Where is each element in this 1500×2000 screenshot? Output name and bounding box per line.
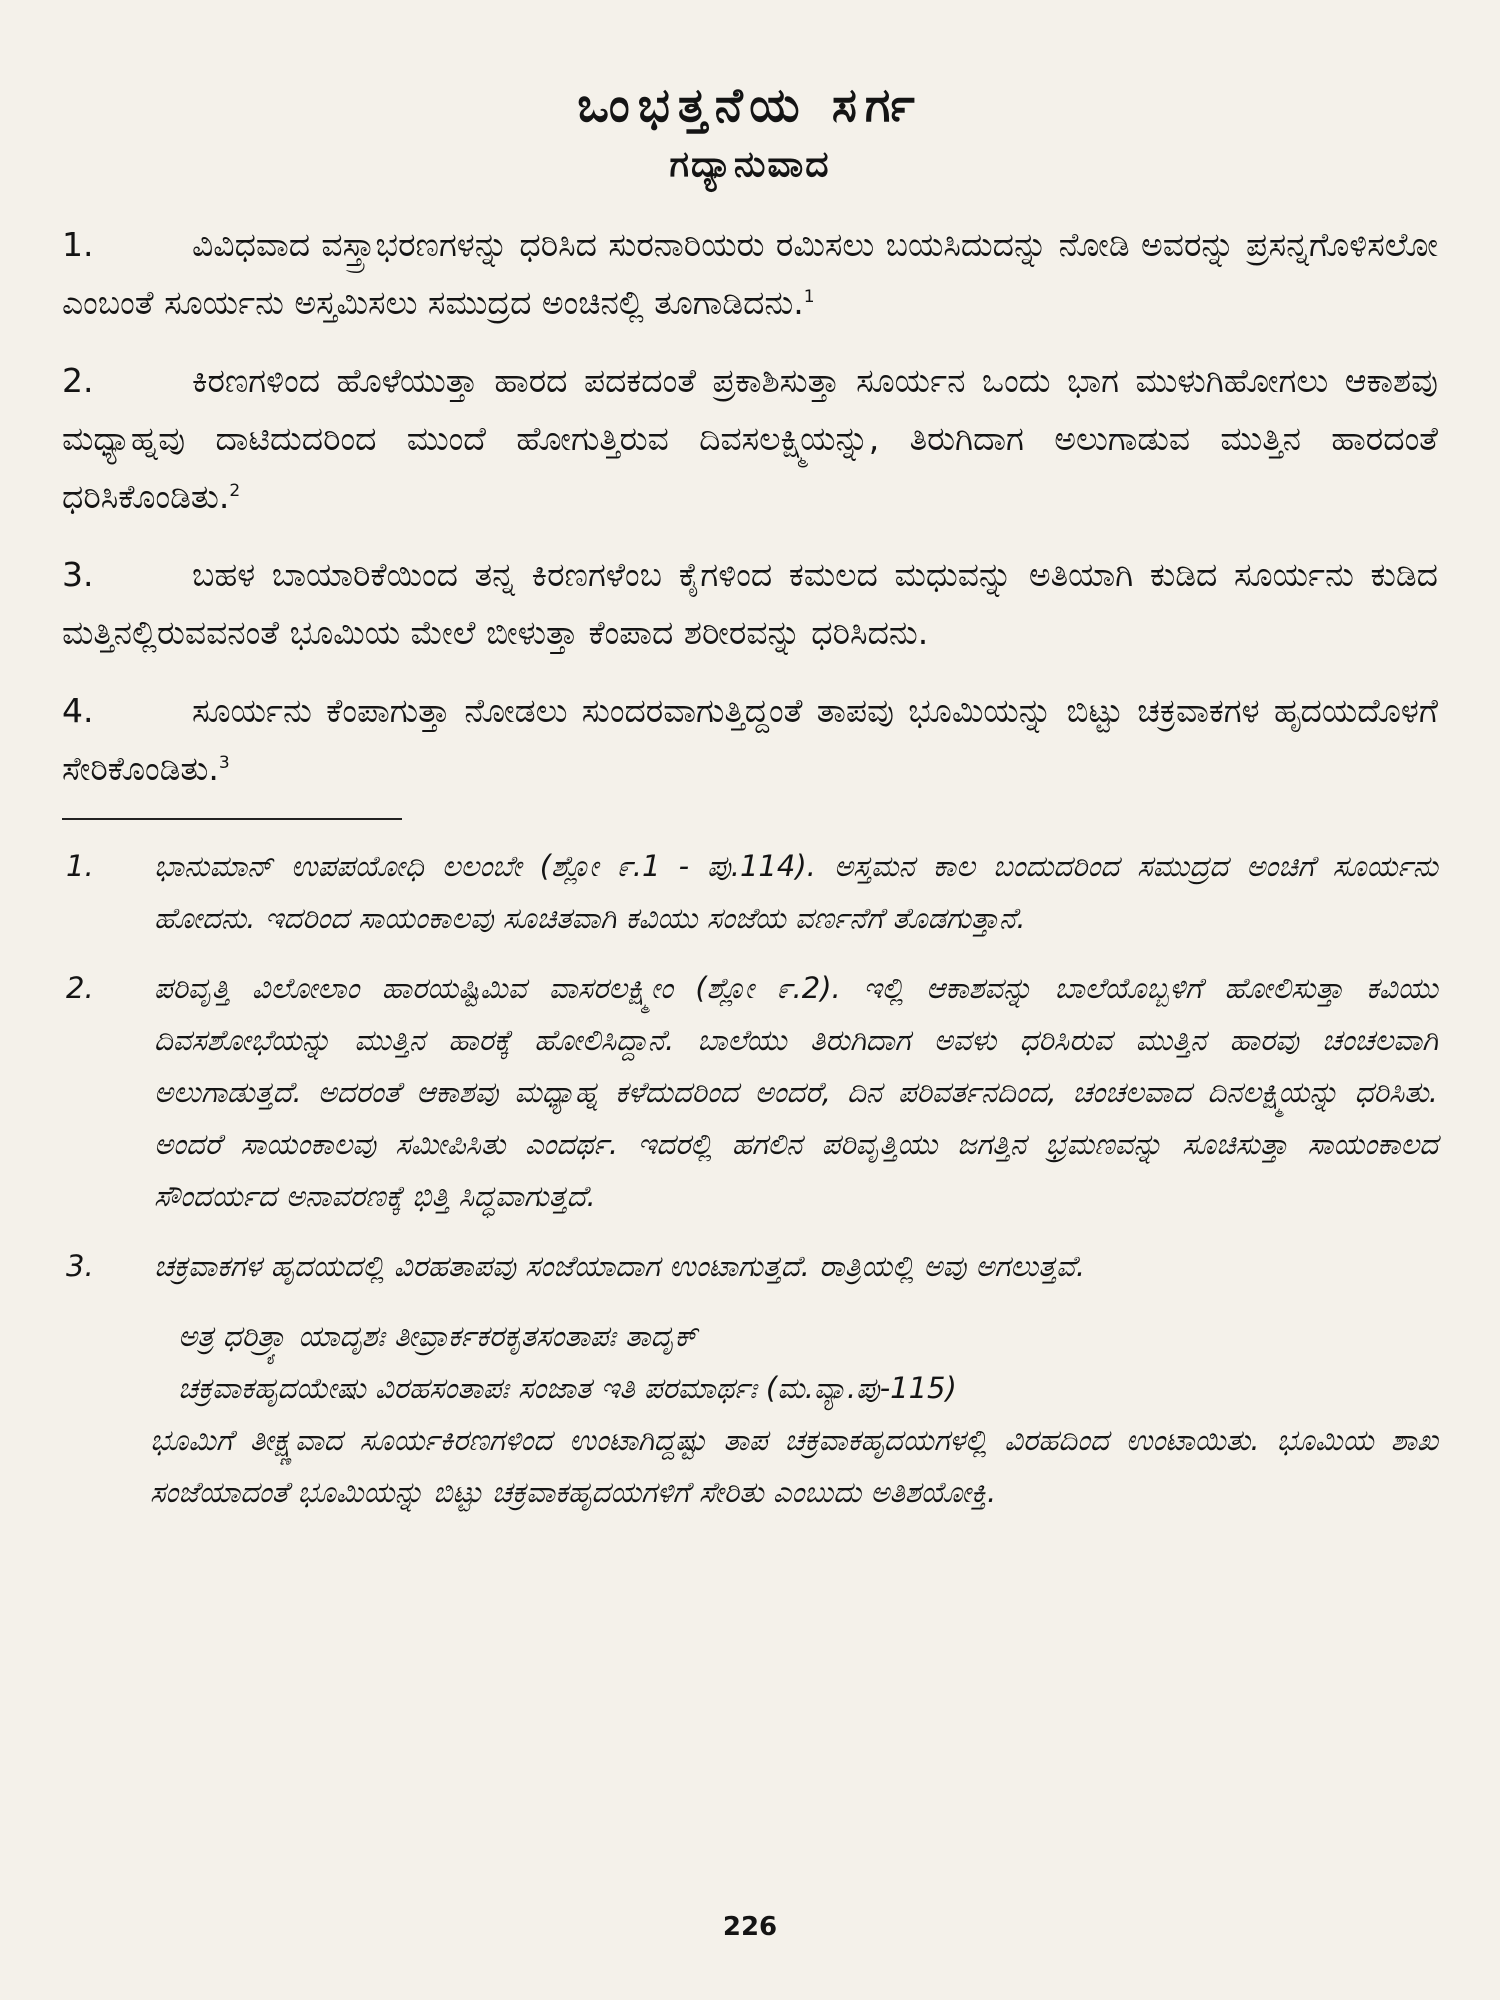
footnote-ref: 1 bbox=[803, 287, 815, 307]
chapter-title: ಒಂಭತ್ತನೆಯ ಸರ್ಗ bbox=[577, 78, 923, 133]
footnote-3 bbox=[62, 1240, 1438, 1292]
paragraph-number: 2. bbox=[62, 361, 94, 400]
footnote-1 bbox=[62, 840, 1438, 944]
paragraph-text: ಬಹಳ ಬಾಯಾರಿಕೆಯಿಂದ ತನ್ನ ಕಿರಣಗಳೆಂಬ ಕೈಗಳಿಂದ ಕಮಲದ ಮಧುವನ್ನು ಅತಿಯಾಗಿ ಕುಡಿದ ಸೂರ್ಯನು ಕುಡಿದ ಮತ್ತಿನಲ್ಲಿರುವವನಂತೆ ಭೂಮಿಯ ಮೇಲೆ ಬೀಳುತ್ತಾ ಕೆಂಪಾದ ಶರೀರವನ್ನು ಧರಿಸಿದನು. bbox=[62, 555, 1438, 652]
page-number: 226 bbox=[722, 1912, 778, 1942]
chapter-subtitle: ಗದ್ಯಾನುವಾದ bbox=[669, 144, 831, 185]
footnote-text: ಪರಿವೃತ್ತಿ ವಿಲೋಲಾಂ ಹಾರಯಷ್ಟಿಮಿವ ವಾಸರಲಕ್ಷ್ಮೀಂ (ಶ್ಲೋ ೯.2). ಇಲ್ಲಿ ಆಕಾಶವನ್ನು ಬಾಲೆಯೊಬ್ಬಳಿಗೆ ಹೋಲಿಸುತ್ತಾ ಕವಿಯು ದಿವಸಶೋಭೆಯನ್ನು ಮುತ್ತಿನ ಹಾರಕ್ಕೆ ಹೋಲಿಸಿದ್ದಾನೆ. ಬಾಲೆಯು ತಿರುಗಿದಾಗ ಅವಳು ಧರಿಸಿರುವ ಮುತ್ತಿನ ಹಾರವು ಚಂಚಲವಾಗಿ ಅಲುಗಾಡುತ್ತದೆ. ಅದರಂತೆ ಆಕಾಶವು ಮಧ್ಯಾಹ್ನ ಕಳೆದುದರಿಂದ ಅಂದರೆ, ದಿನ ಪರಿವರ್ತನದಿಂದ, ಚಂಚಲವಾದ ದಿನಲಕ್ಷ್ಮಿಯನ್ನು ಧರಿಸಿತು. ಅಂದರೆ ಸಾಯಂಕಾಲವು ಸಮೀಪಿಸಿತು ಎಂದರ್ಥ. ಇದರಲ್ಲಿ ಹಗಲಿನ ಪರಿವೃತ್ತಿಯು ಜಗತ್ತಿನ ಭ್ರಮಣವನ್ನು ಸೂಚಿಸುತ್ತಾ ಸಾಯಂಕಾಲದ ಸೌಂದರ್ಯದ ಅನಾವರಣಕ್ಕೆ ಭಿತ್ತಿ ಸಿದ್ಧವಾಗುತ್ತದೆ. bbox=[154, 971, 1438, 1213]
paragraph-number: 3. bbox=[62, 555, 94, 594]
quote-line: ಚಕ್ರವಾಕಹೃದಯೇಷು ವಿರಹಸಂತಾಪಃ ಸಂಜಾತ ಇತಿ ಪರಮಾರ್ಥಃ (ಮ.ವ್ಯಾ.ಪು-115) bbox=[178, 1371, 957, 1405]
paragraph-2 bbox=[62, 352, 1438, 526]
paragraph-4 bbox=[62, 682, 1438, 798]
footnote-ref: 3 bbox=[218, 753, 230, 773]
paragraph-text: ಸೂರ್ಯನು ಕೆಂಪಾಗುತ್ತಾ ನೋಡಲು ಸುಂದರವಾಗುತ್ತಿದ್ದಂತೆ ತಾಪವು ಭೂಮಿಯನ್ನು ಬಿಟ್ಟು ಚಕ್ರವಾಕಗಳ ಹೃದಯದೊಳಗೆ ಸೇರಿಕೊಂಡಿತು. bbox=[62, 691, 1438, 788]
paragraph-text: ಕಿರಣಗಳಿಂದ ಹೊಳೆಯುತ್ತಾ ಹಾರದ ಪದಕದಂತೆ ಪ್ರಕಾಶಿಸುತ್ತಾ ಸೂರ್ಯನ ಒಂದು ಭಾಗ ಮುಳುಗಿಹೋಗಲು ಆಕಾಶವು ಮಧ್ಯಾಹ್ನವು ದಾಟಿದುದರಿಂದ ಮುಂದೆ ಹೋಗುತ್ತಿರುವ ದಿವಸಲಕ್ಷ್ಮಿಯನ್ನು, ತಿರುಗಿದಾಗ ಅಲುಗಾಡುವ ಮುತ್ತಿನ ಹಾರದಂತೆ ಧರಿಸಿಕೊಂಡಿತು. bbox=[62, 361, 1438, 516]
paragraph-text: ವಿವಿಧವಾದ ವಸ್ತ್ರಾಭರಣಗಳನ್ನು ಧರಿಸಿದ ಸುರನಾರಿಯರು ರಮಿಸಲು ಬಯಸಿದುದನ್ನು ನೋಡಿ ಅವರನ್ನು ಪ್ರಸನ್ನಗೊಳಿಸಲೋ ಎಂಬಂತೆ ಸೂರ್ಯನು ಅಸ್ತಮಿಸಲು ಸಮುದ್ರದ ಅಂಚಿನಲ್ಲಿ ತೂಗಾಡಿದನು. bbox=[62, 225, 1438, 322]
paragraph-number: 4. bbox=[62, 691, 94, 730]
footnote-divider bbox=[62, 818, 402, 820]
sanskrit-quote bbox=[62, 1310, 1438, 1518]
footnote-text: ಭಾನುಮಾನ್ ಉಪಪಯೋಧಿ ಲಲಂಬೇ (ಶ್ಲೋ ೯.1 - ಪು.114). ಅಸ್ತಮನ ಕಾಲ ಬಂದುದರಿಂದ ಸಮುದ್ರದ ಅಂಚಿಗೆ ಸೂರ್ಯನು ಹೋದನು. ಇದರಿಂದ ಸಾಯಂಕಾಲವು ಸೂಚಿತವಾಗಿ ಕವಿಯು ಸಂಜೆಯ ವರ್ಣನೆಗೆ ತೊಡಗುತ್ತಾನೆ. bbox=[154, 849, 1438, 935]
paragraph-number: 1. bbox=[62, 225, 94, 264]
paragraph-3 bbox=[62, 546, 1438, 662]
footnote-2 bbox=[62, 962, 1438, 1222]
quote-line: ಅತ್ರ ಧರಿತ್ರ್ಯಾ ಯಾದೃಶಃ ತೀವ್ರಾರ್ಕಕರಕೃತಸಂತಾಪಃ ತಾದೃಕ್ bbox=[178, 1319, 697, 1353]
footnote-number: 3. bbox=[66, 1249, 94, 1283]
footnote-ref: 2 bbox=[229, 481, 241, 501]
quote-explanation: ಭೂಮಿಗೆ ತೀಕ್ಷ್ಣವಾದ ಸೂರ್ಯಕಿರಣಗಳಿಂದ ಉಂಟಾಗಿದ್ದಷ್ಟು ತಾಪ ಚಕ್ರವಾಕಹೃದಯಗಳಲ್ಲಿ ವಿರಹದಿಂದ ಉಂಟಾಯಿತು. ಭೂಮಿಯ ಶಾಖ ಸಂಜೆಯಾದಂತೆ ಭೂಮಿಯನ್ನು ಬಿಟ್ಟು ಚಕ್ರವಾಕಹೃದಯಗಳಿಗೆ ಸೇರಿತು ಎಂಬುದು ಅತಿಶಯೋಕ್ತಿ. bbox=[150, 1423, 1438, 1509]
paragraph-1 bbox=[62, 216, 1438, 332]
footnote-text: ಚಕ್ರವಾಕಗಳ ಹೃದಯದಲ್ಲಿ ವಿರಹತಾಪವು ಸಂಜೆಯಾದಾಗ ಉಂಟಾಗುತ್ತದೆ. ರಾತ್ರಿಯಲ್ಲಿ ಅವು ಅಗಲುತ್ತವೆ. bbox=[154, 1249, 1086, 1283]
footnote-number: 2. bbox=[66, 971, 94, 1005]
footnote-number: 1. bbox=[66, 849, 94, 883]
